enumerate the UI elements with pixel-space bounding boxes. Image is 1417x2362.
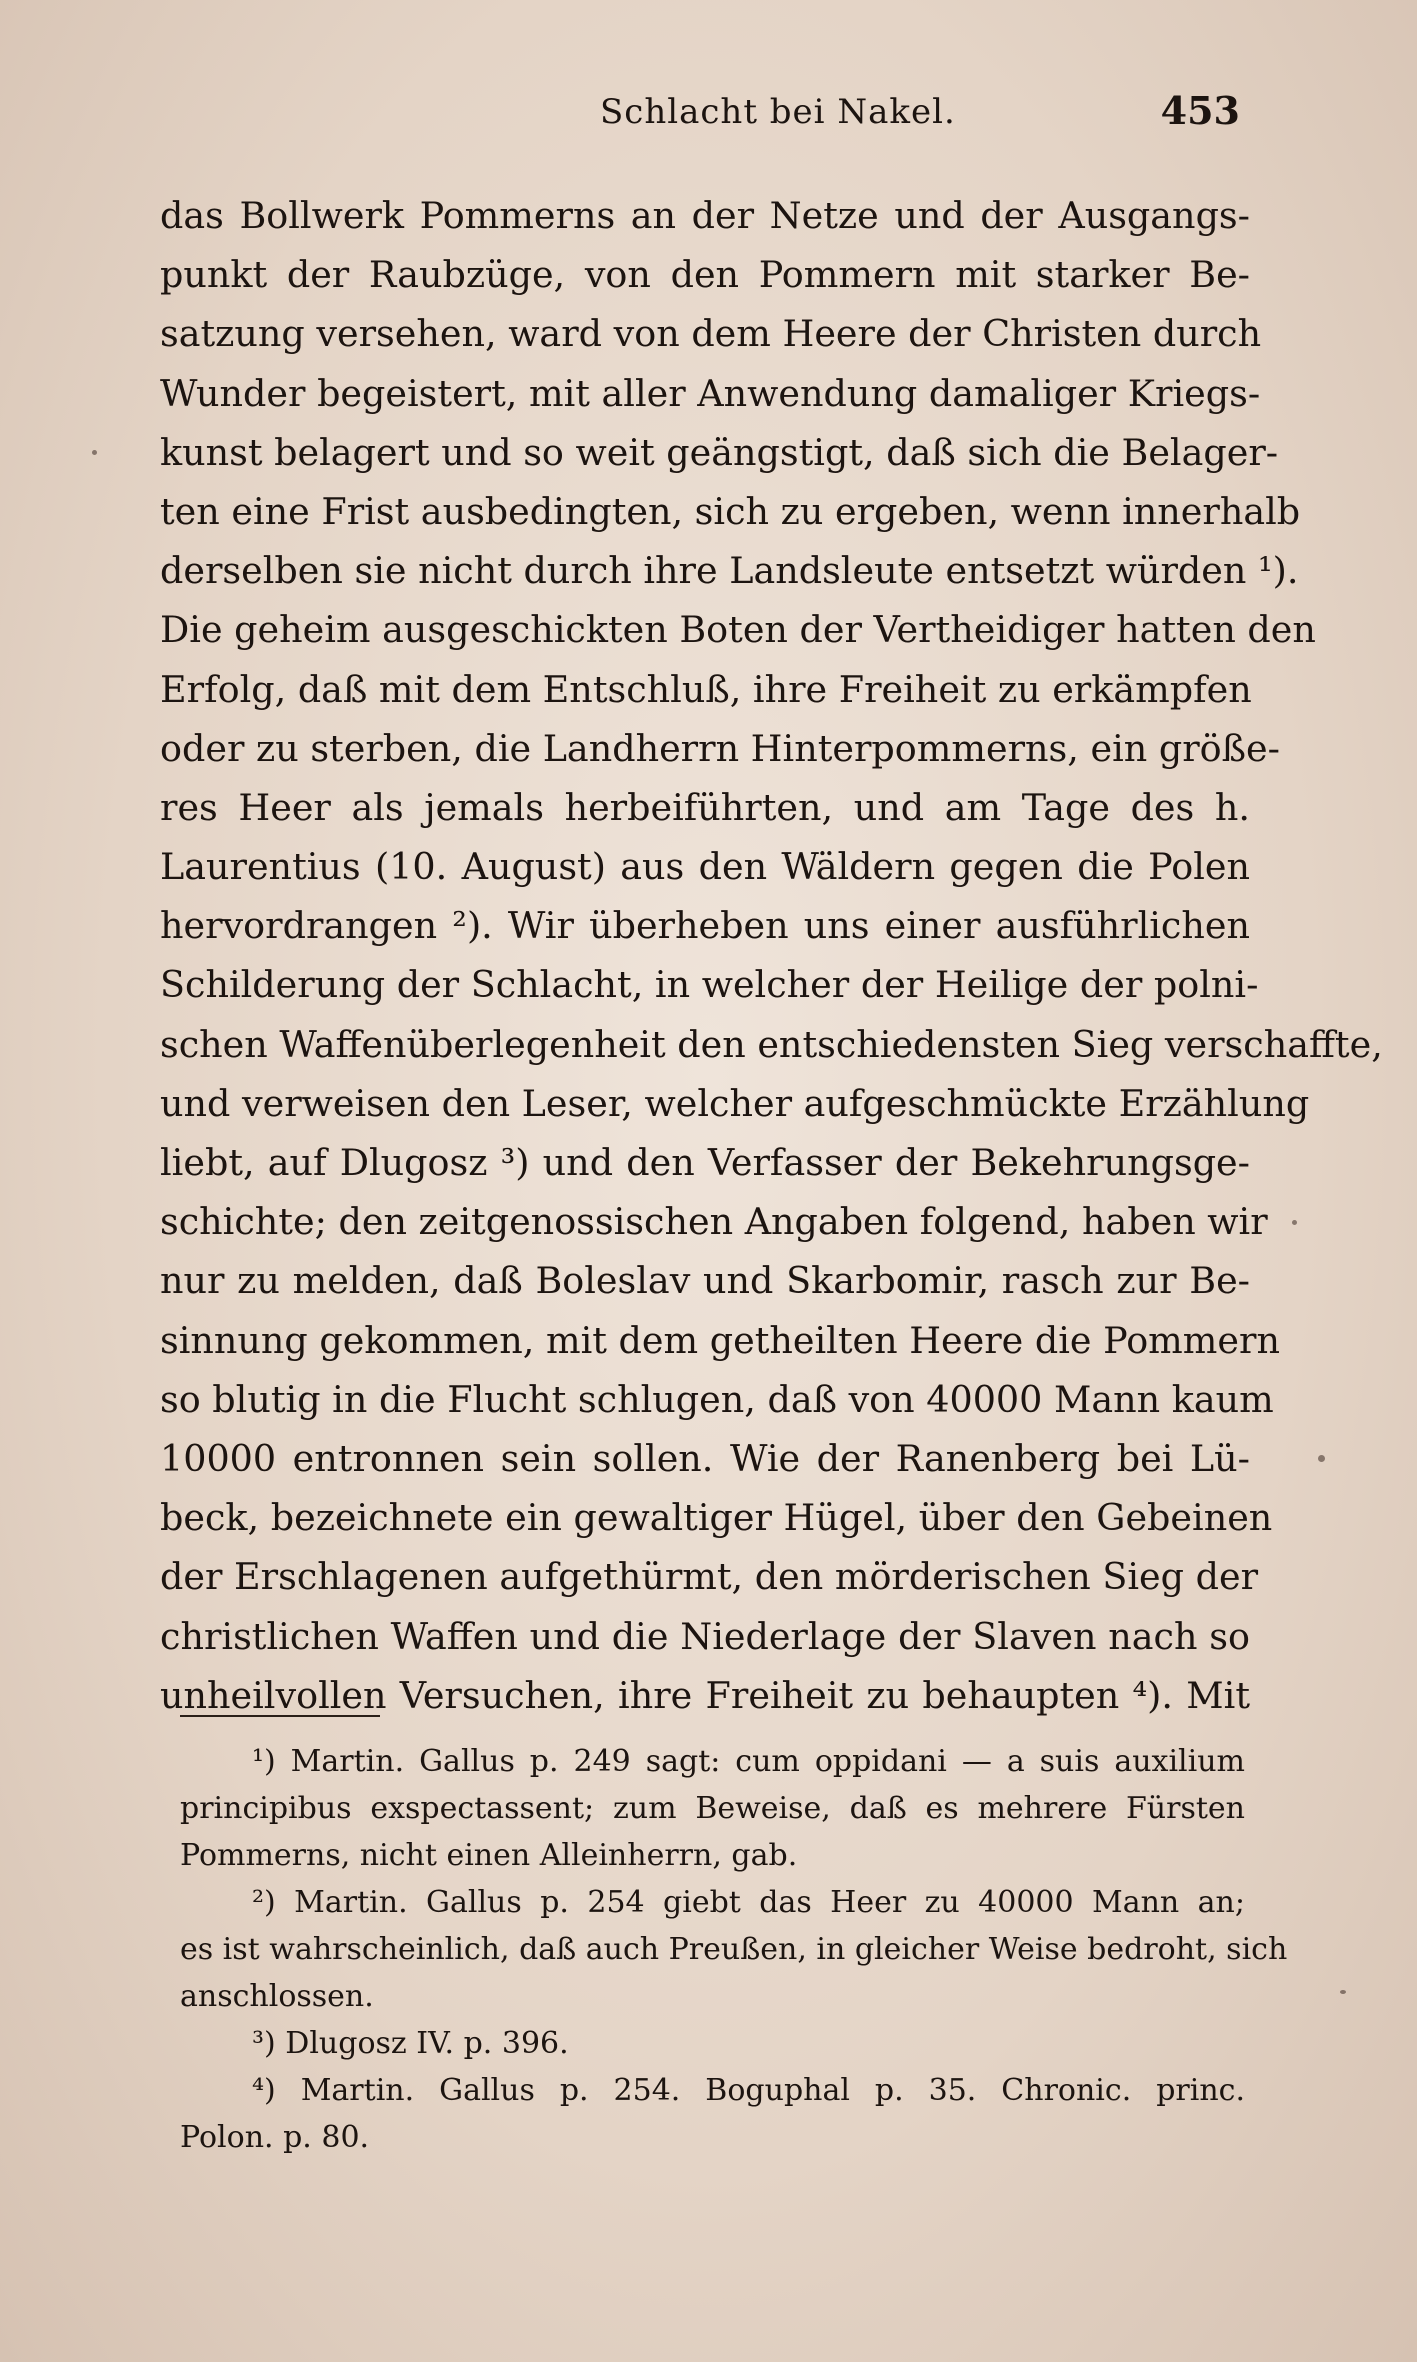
footnotes bbox=[180, 1738, 1288, 2161]
text-line: Laurentius (10. August) aus den Wäldern gegen die Polen bbox=[160, 845, 1250, 889]
text-line: so blutig in die Flucht schlugen, daß von 40000 Mann kaum bbox=[160, 1377, 1274, 1421]
text-line: ten eine Frist ausbedingten, sich zu ergeben, wenn innerhalb bbox=[160, 489, 1301, 533]
footnote-1-line: principibus exspectassent; zum Beweise, daß es mehrere Fürsten bbox=[180, 1791, 1245, 1826]
paper-speck bbox=[1292, 1220, 1297, 1225]
text-line: oder zu sterben, die Landherrn Hinterpommerns, ein größe- bbox=[160, 726, 1280, 770]
paper-speck bbox=[1340, 1990, 1346, 1994]
paper-speck bbox=[92, 450, 97, 455]
text-line: hervordrangen ²). Wir überheben uns einer ausführlichen bbox=[160, 904, 1250, 948]
footnote-1-line: ¹) Martin. Gallus p. 249 sagt: cum oppidani — a suis auxilium bbox=[252, 1744, 1245, 1779]
running-head: Schlacht bei Nakel. bbox=[600, 92, 956, 132]
footnote-4-line: Polon. p. 80. bbox=[180, 2120, 370, 2155]
footnote-2-line: anschlossen. bbox=[180, 1979, 374, 2014]
text-line: liebt, auf Dlugosz ³) und den Verfasser der Bekehrungsge- bbox=[160, 1141, 1250, 1184]
text-line: 10000 entronnen sein sollen. Wie der Ranenberg bei Lü- bbox=[160, 1436, 1250, 1480]
footnote-4-line: ⁴) Martin. Gallus p. 254. Boguphal p. 35. Chronic. princ. bbox=[252, 2073, 1245, 2108]
text-line: nur zu melden, daß Boleslav und Skarbomir, rasch zur Be- bbox=[160, 1259, 1250, 1303]
text-line: satzung versehen, ward von dem Heere der Christen durch bbox=[160, 312, 1262, 356]
text-line: beck, bezeichnete ein gewaltiger Hügel, über den Gebeinen bbox=[160, 1496, 1273, 1540]
text-line: Schilderung der Schlacht, in welcher der Heilige der polni- bbox=[160, 963, 1259, 1007]
footnote-3-line: ³) Dlugosz IV. p. 396. bbox=[252, 2026, 569, 2061]
text-line: unheilvollen Versuchen, ihre Freiheit zu behaupten ⁴). Mit bbox=[160, 1673, 1250, 1717]
text-line: sinnung gekommen, mit dem getheilten Heere die Pommern bbox=[160, 1318, 1280, 1362]
text-line: schichte; den zeitgenossischen Angaben folgend, haben wir bbox=[160, 1200, 1268, 1244]
text-line: das Bollwerk Pommerns an der Netze und der Ausgangs- bbox=[160, 194, 1250, 237]
paper-speck bbox=[1318, 1455, 1325, 1462]
text-line: und verweisen den Leser, welcher aufgeschmückte Erzählung bbox=[160, 1081, 1310, 1125]
footnote-2-line: ²) Martin. Gallus p. 254 giebt das Heer zu 40000 Mann an; bbox=[252, 1885, 1245, 1920]
text-line: punkt der Raubzüge, von den Pommern mit starker Be- bbox=[160, 253, 1250, 297]
text-line: christlichen Waffen und die Niederlage der Slaven nach so bbox=[160, 1614, 1250, 1658]
text-line: Erfolg, daß mit dem Entschluß, ihre Freiheit zu erkämpfen bbox=[160, 667, 1252, 711]
text-line: derselben sie nicht durch ihre Landsleute entsetzt würden ¹). bbox=[160, 549, 1299, 593]
page-header bbox=[160, 88, 1240, 142]
footnote-1-line: Pommerns, nicht einen Alleinherrn, gab. bbox=[180, 1838, 798, 1873]
text-line: Die geheim ausgeschickten Boten der Vertheidiger hatten den bbox=[160, 608, 1316, 652]
text-line: schen Waffenüberlegenheit den entschiedensten Sieg verschaffte, bbox=[160, 1022, 1383, 1066]
text-line: Wunder begeistert, mit aller Anwendung damaliger Kriegs- bbox=[160, 371, 1261, 415]
footnote-separator bbox=[180, 1715, 380, 1717]
text-line: kunst belagert und so weit geängstigt, daß sich die Belager- bbox=[160, 430, 1279, 474]
text-line: res Heer als jemals herbeiführten, und am Tage des h. bbox=[160, 785, 1250, 829]
text-line: der Erschlagenen aufgethürmt, den mörderischen Sieg der bbox=[160, 1555, 1259, 1599]
page-number: 453 bbox=[1160, 88, 1240, 133]
footnote-2-line: es ist wahrscheinlich, daß auch Preußen, in gleicher Weise bedroht, sich bbox=[180, 1932, 1288, 1967]
body-text bbox=[160, 186, 1383, 1725]
